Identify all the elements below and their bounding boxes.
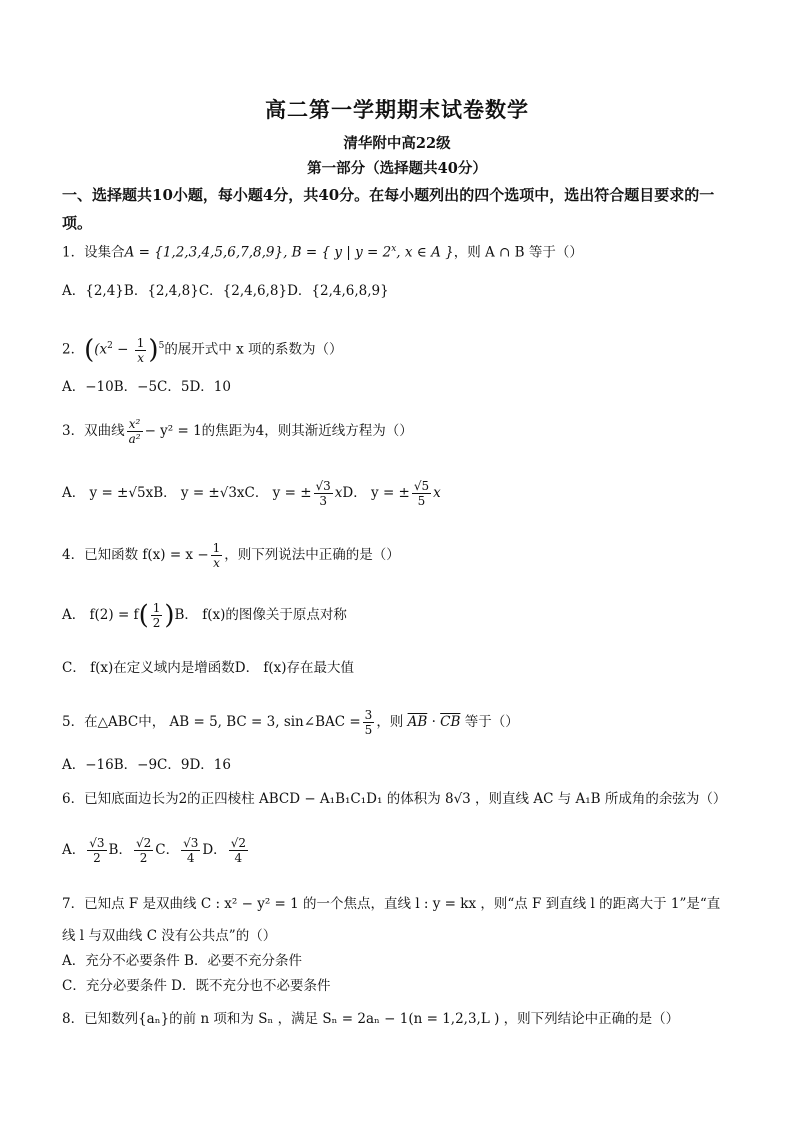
question-1-options: A．{2,4}B．{2,4,8}C．{2,4,6,8}D．{2,4,6,8,9} xyxy=(62,283,389,299)
q5-vector-cb: $\overline{CB}$ xyxy=(440,714,461,730)
school-line: 清华附中高22级 xyxy=(343,135,451,152)
q6-option-d-label: D． xyxy=(202,842,227,858)
q6-option-c-label: C． xyxy=(155,842,180,858)
question-3 xyxy=(62,414,742,448)
q2-expr-mid: − xyxy=(112,341,133,358)
q1-stem-post: ，则 A ∩ B 等于（） xyxy=(453,244,583,261)
question-7-line-2: 线 l 与双曲线 C 没有公共点”的（） xyxy=(62,928,277,944)
q1-set-b-exp: x xyxy=(391,244,397,254)
q2-expr-pre: (x xyxy=(94,341,108,358)
q3-option-a: A． y = ±√5x xyxy=(62,485,154,501)
q3-option-c-pre: C． y = ± xyxy=(244,485,312,501)
part-heading: 第一部分（选择题共40分） xyxy=(307,160,487,177)
q4-stem-pre: 4．已知函数 f(x) = x − xyxy=(62,547,209,563)
q4-paren-close: ) xyxy=(164,600,175,631)
q4-option-a-pre: A． f(2) = f xyxy=(62,607,139,623)
q4-paren-open: ( xyxy=(138,600,149,631)
q5-stem-mid: ，则 xyxy=(376,714,408,730)
q4-stem-post: ，则下列说法中正确的是（） xyxy=(224,547,400,563)
q4-option-b: B． f(x)的图像关于原点对称 xyxy=(174,607,347,623)
q1-set-b-end: , x ∈ A } xyxy=(396,244,454,261)
q5-vector-ab: $\overline{AB}$ xyxy=(407,714,428,730)
question-4-options-ab xyxy=(62,597,742,634)
q5-stem-post: 等于（） xyxy=(460,714,519,730)
q2-paren-close: ) xyxy=(148,335,159,365)
question-5 xyxy=(62,705,742,739)
question-2-options: A．−10B．−5C．5D．10 xyxy=(62,379,231,395)
q5-fraction: $\frac{3}{5}$ xyxy=(364,708,373,737)
q6-option-d-fraction: $\frac{√2}{4}$ xyxy=(230,836,246,865)
q3-option-b: B． y = ±√3x xyxy=(153,485,245,501)
q6-option-a-label: A． xyxy=(62,842,86,858)
q3-option-d-post: x xyxy=(433,485,441,501)
question-6-options xyxy=(62,832,742,868)
q6-option-b-label: B． xyxy=(108,842,132,858)
question-1 xyxy=(62,238,742,264)
question-7-line-1: 7．已知点 F 是双曲线 C : x² − y² = 1 的一个焦点，直线 l : y = kx ，则“点 F 到直线 l 的距离大于 1”是“直 xyxy=(62,896,721,912)
q2-paren-open: ( xyxy=(84,335,95,365)
q3-option-d-fraction: $\frac{√5}{5}$ xyxy=(413,479,430,508)
question-7-options-cd: C．充分必要条件 D．既不充分也不必要条件 xyxy=(62,978,331,994)
q3-option-d-pre: D． y = ± xyxy=(342,485,410,501)
q5-stem-pre: 5．在△ABC中， AB = 5, BC = 3, sin∠BAC = xyxy=(62,714,361,730)
question-3-options xyxy=(62,475,742,511)
q5-dot: · xyxy=(427,714,441,730)
question-4-options-cd: C． f(x)在定义域内是增函数D． f(x)存在最大值 xyxy=(62,660,355,676)
q1-set-b: , B = { y | y = 2 xyxy=(283,244,392,261)
q4-fraction: $\frac{1}{x}$ xyxy=(212,541,221,570)
q3-stem-post: − y² = 1的焦距为4，则其渐近线方程为（） xyxy=(144,423,413,439)
q1-set-a: A = {1,2,3,4,5,6,7,8,9} xyxy=(124,244,284,261)
q1-stem-pre: 1．设集合 xyxy=(62,244,125,261)
q3-option-c-post: x xyxy=(334,485,343,501)
q2-number: 2． xyxy=(62,341,85,358)
section-heading: 一、选择题共10小题，每小题4分，共40分。在每小题列出的四个选项中，选出符合题目要求的一项。 xyxy=(62,186,715,232)
question-8: 8．已知数列{aₙ}的前 n 项和为 Sₙ ，满足 Sₙ = 2aₙ − 1(n = 1,2,3,L ) ，则下列结论中正确的是（） xyxy=(62,1011,680,1027)
q3-number: 3．双曲线 xyxy=(62,423,125,439)
exam-title: 高二第一学期期末试卷数学 xyxy=(265,97,529,122)
q3-option-c-fraction: $\frac{√3}{3}$ xyxy=(315,479,331,508)
question-7-options-ab: A．充分不必要条件 B．必要不充分条件 xyxy=(62,953,302,969)
question-2: 2．(($x^2$ − $\frac{1}{x}$ )$^5$的展开式中 x 项的系数为（） xyxy=(62,335,343,365)
q2-fraction: $\frac{1}{x}$ xyxy=(136,335,145,365)
q6-option-a-fraction: $\frac{√3}{2}$ xyxy=(89,836,105,865)
question-5-options: A．−16B．−9C．9D．16 xyxy=(62,757,231,773)
question-6: 6．已知底面边长为2的正四棱柱 ABCD − A₁B₁C₁D₁ 的体积为 8√3 ，则直线 AC 与 A₁B 所成角的余弦为（） xyxy=(62,791,727,807)
q6-option-b-fraction: $\frac{√2}{2}$ xyxy=(135,836,152,865)
q2-stem-post: 的展开式中 x 项的系数为（） xyxy=(164,341,343,358)
q4-option-a-fraction: $\frac{1}{2}$ xyxy=(152,601,161,630)
q3-fraction: $\frac{\text{x²}}{\text{a²}}$ xyxy=(128,417,141,446)
q2-exponent: 5 xyxy=(158,341,165,351)
q6-option-c-fraction: $\frac{√3}{4}$ xyxy=(183,836,199,865)
question-4 xyxy=(62,538,742,572)
